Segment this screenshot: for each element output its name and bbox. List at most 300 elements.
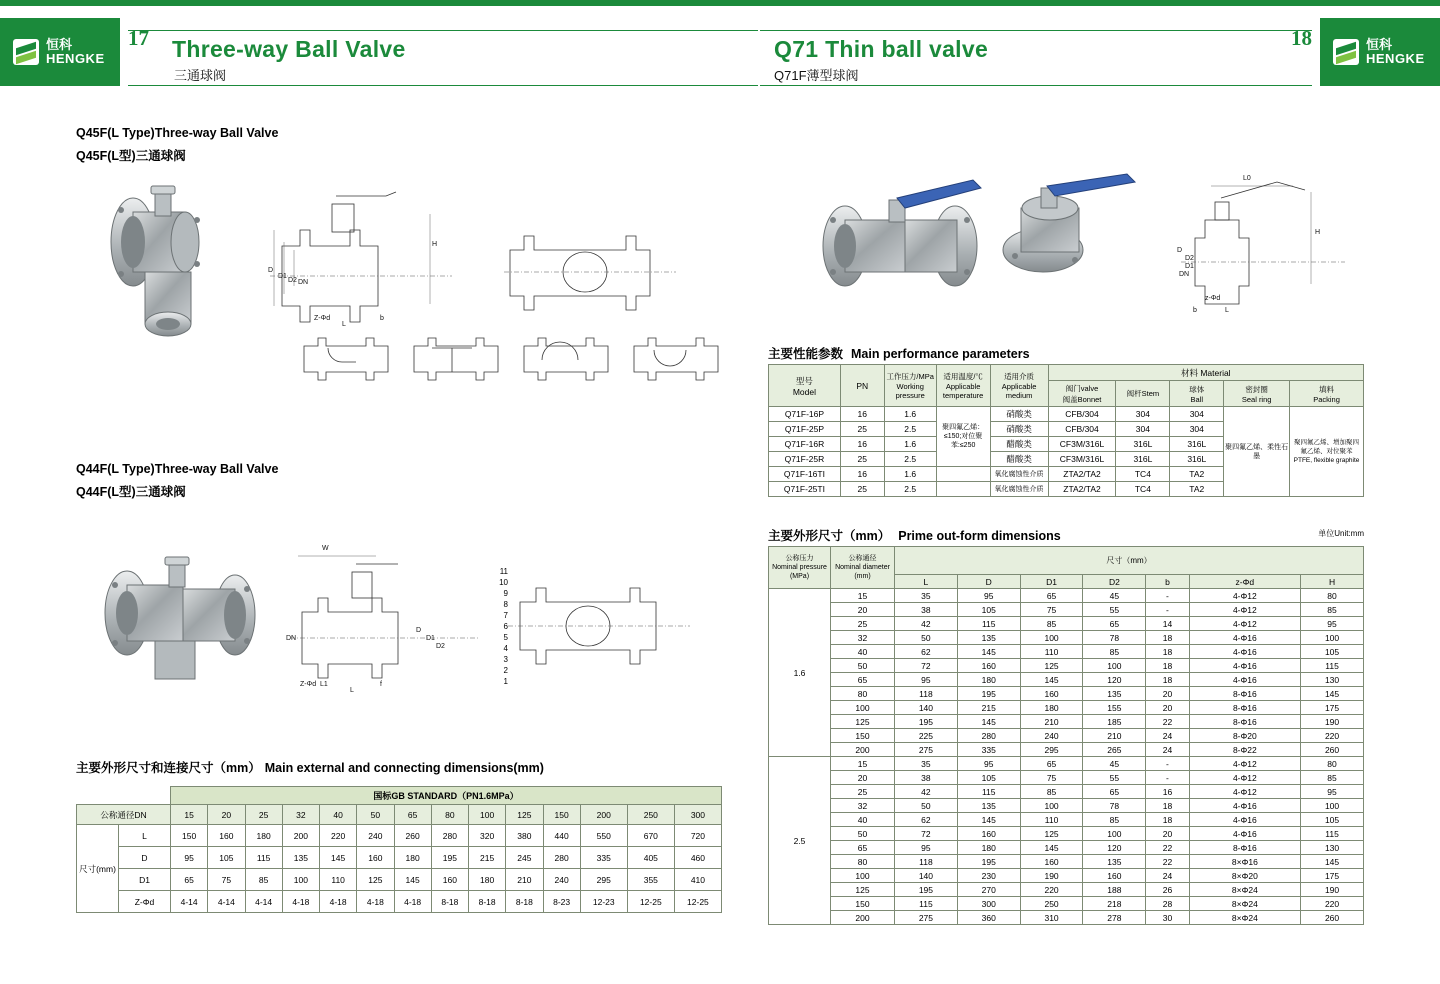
- q45f-flow-schematics: [298, 332, 718, 388]
- title-cn-right: Q71F薄型球阀: [774, 68, 859, 83]
- group-pressure-2: 2.5: [769, 757, 831, 925]
- svg-text:W: W: [322, 545, 329, 552]
- cell-L-0: 150: [171, 825, 208, 847]
- col-dn-65: 65: [394, 805, 431, 825]
- H-6: 130: [1301, 673, 1364, 687]
- D-3: 135: [957, 631, 1020, 645]
- title-en-left: Three-way Ball Valve: [172, 36, 406, 62]
- zd2-6: 8-Φ16: [1189, 841, 1300, 855]
- dn2-3: 32: [831, 799, 895, 813]
- perf-model-3: Q71F-25R: [769, 452, 841, 467]
- dn-7: 80: [831, 687, 895, 701]
- perf-ball-4: TA2: [1170, 467, 1224, 482]
- table-row: [769, 603, 1364, 617]
- right-dim-title-en: Prime out-form dimensions: [898, 529, 1061, 543]
- callout-1: 1: [503, 677, 508, 686]
- zd2-9: 8×Φ24: [1189, 883, 1300, 897]
- b2-5: 20: [1146, 827, 1189, 841]
- callout-10: 10: [499, 578, 508, 587]
- D2-3: 78: [1083, 631, 1146, 645]
- logo-block-left: [0, 18, 120, 86]
- perf-bonnet-3: CF3M/316L: [1048, 452, 1116, 467]
- perf-stem-3: 316L: [1116, 452, 1170, 467]
- section-q45f-title-cn: Q45F(L型)三通球阀: [76, 149, 186, 163]
- D12-0: 65: [1020, 757, 1083, 771]
- perf-ball-2: 316L: [1170, 437, 1224, 452]
- table-row: [769, 771, 1364, 785]
- q71f-valve-photo-2: [985, 168, 1165, 298]
- page-title-right: [760, 30, 1312, 86]
- b-3: 18: [1146, 631, 1189, 645]
- svg-text:L1: L1: [320, 681, 328, 688]
- b-2: 14: [1146, 617, 1189, 631]
- cell-D-7: 195: [431, 847, 468, 869]
- b-1: -: [1146, 603, 1189, 617]
- D-8: 215: [957, 701, 1020, 715]
- perf-medium-3: 醋酸类: [990, 452, 1048, 467]
- dn-5: 50: [831, 659, 895, 673]
- D1-7: 160: [1020, 687, 1083, 701]
- L2-9: 195: [895, 883, 958, 897]
- q45f-drawing-side: [500, 210, 680, 330]
- perf-hdr-ball-cn: 球体: [1189, 384, 1205, 394]
- cell-L-8: 320: [469, 825, 506, 847]
- col-dn-100: 100: [469, 805, 506, 825]
- col-dn-80: 80: [431, 805, 468, 825]
- dn-2: 25: [831, 617, 895, 631]
- D2-4: 85: [1083, 645, 1146, 659]
- perf-hdr-medium-cn: 适用介质: [1004, 372, 1035, 381]
- D2c-11: 360: [957, 911, 1020, 925]
- table-row: [769, 589, 1364, 603]
- col-dn-25: 25: [245, 805, 282, 825]
- H2-7: 145: [1301, 855, 1364, 869]
- D2c-2: 115: [957, 785, 1020, 799]
- L2-11: 275: [895, 911, 958, 925]
- cell-Zd-11: 12-23: [580, 891, 627, 913]
- perf-ball-5: TA2: [1170, 482, 1224, 497]
- svg-text:D: D: [416, 627, 422, 634]
- D22-9: 188: [1083, 883, 1146, 897]
- D-9: 145: [957, 715, 1020, 729]
- cell-D1-7: 160: [431, 869, 468, 891]
- perf-medium-5: 氧化腐蚀性介质: [990, 482, 1048, 497]
- dn2-1: 20: [831, 771, 895, 785]
- table-row: [769, 883, 1364, 897]
- D2-8: 155: [1083, 701, 1146, 715]
- svg-text:b: b: [380, 315, 384, 322]
- perf-stem-4: TC4: [1116, 467, 1170, 482]
- dn2-2: 25: [831, 785, 895, 799]
- standard-header: 国标GB STANDARD（PN1.6MPa）: [171, 787, 722, 805]
- zd-11: 8-Φ22: [1189, 743, 1300, 757]
- section-q44f-title-cn: Q44F(L型)三通球阀: [76, 485, 186, 499]
- left-dim-title-en: Main external and connecting dimensions(mm): [264, 761, 544, 775]
- L2-10: 115: [895, 897, 958, 911]
- hengke-logo-icon: [9, 35, 43, 69]
- H2-3: 100: [1301, 799, 1364, 813]
- perf-stem-1: 304: [1116, 422, 1170, 437]
- table-row: [769, 673, 1364, 687]
- D22-1: 55: [1083, 771, 1146, 785]
- svg-text:DN: DN: [298, 279, 309, 286]
- right-dimension-table: [768, 546, 1364, 925]
- header-top-rule: [0, 0, 1440, 6]
- perf-pn-0: 16: [840, 407, 884, 422]
- H-3: 100: [1301, 631, 1364, 645]
- D2-6: 120: [1083, 673, 1146, 687]
- perf-ball-0: 304: [1170, 407, 1224, 422]
- b-9: 22: [1146, 715, 1189, 729]
- dn-0: 15: [831, 589, 895, 603]
- cell-L-13: 720: [674, 825, 721, 847]
- perf-hdr-seal-en: Seal ring: [1241, 394, 1272, 404]
- H-9: 190: [1301, 715, 1364, 729]
- L-5: 72: [895, 659, 958, 673]
- perf-packing-merged: 聚四氟乙烯、增加聚四氟乙烯、对位聚苯 PTFE, flexible graphite: [1290, 407, 1364, 497]
- D1-2: 85: [1020, 617, 1083, 631]
- cell-D-8: 215: [469, 847, 506, 869]
- zd-2: 4-Φ12: [1189, 617, 1300, 631]
- zd-4: 4-Φ16: [1189, 645, 1300, 659]
- perf-medium-0: 硝酸类: [990, 407, 1048, 422]
- dn-4: 40: [831, 645, 895, 659]
- cell-D1-13: 410: [674, 869, 721, 891]
- svg-text:D1: D1: [1185, 263, 1194, 270]
- D1-11: 295: [1020, 743, 1083, 757]
- L2-0: 35: [895, 757, 958, 771]
- b-10: 24: [1146, 729, 1189, 743]
- hdr-col-b: b: [1146, 575, 1189, 589]
- zd2-2: 4-Φ12: [1189, 785, 1300, 799]
- perf-pn-1: 25: [840, 422, 884, 437]
- L2-5: 72: [895, 827, 958, 841]
- table-row: [769, 785, 1364, 799]
- callout-9: 9: [503, 589, 508, 598]
- H2-1: 85: [1301, 771, 1364, 785]
- left-dimension-section: [76, 758, 722, 776]
- cell-L-7: 280: [431, 825, 468, 847]
- perf-hdr-ball-en: Ball: [1190, 394, 1204, 404]
- L2-3: 50: [895, 799, 958, 813]
- cell-D1-12: 355: [627, 869, 674, 891]
- zd-8: 8-Φ16: [1189, 701, 1300, 715]
- cell-Zd-5: 4-18: [357, 891, 394, 913]
- cell-L-6: 260: [394, 825, 431, 847]
- zd-0: 4-Φ12: [1189, 589, 1300, 603]
- q45f-valve-photo: [85, 180, 265, 340]
- L2-2: 42: [895, 785, 958, 799]
- D2-9: 185: [1083, 715, 1146, 729]
- L2-1: 38: [895, 771, 958, 785]
- q44f-part-callouts: [492, 566, 508, 687]
- D22-3: 78: [1083, 799, 1146, 813]
- perf-model-4: Q71F-16TI: [769, 467, 841, 482]
- perf-bonnet-1: CFB/304: [1048, 422, 1116, 437]
- cell-D-0: 95: [171, 847, 208, 869]
- D-4: 145: [957, 645, 1020, 659]
- cell-L-9: 380: [506, 825, 543, 847]
- perf-pn-4: 16: [840, 467, 884, 482]
- cell-Zd-7: 8-18: [431, 891, 468, 913]
- svg-text:Z-Φd: Z-Φd: [300, 681, 317, 688]
- dn2-4: 40: [831, 813, 895, 827]
- D-2: 115: [957, 617, 1020, 631]
- cell-D1-4: 110: [320, 869, 357, 891]
- perf-wp-1: 2.5: [884, 422, 936, 437]
- D1-3: 100: [1020, 631, 1083, 645]
- q71f-drawing: [1165, 168, 1355, 318]
- q44f-valve-photo: [85, 545, 265, 695]
- brand-name-cn-right: 恒科: [1366, 37, 1393, 53]
- perf-stem-5: TC4: [1116, 482, 1170, 497]
- perf-bonnet-2: CF3M/316L: [1048, 437, 1116, 452]
- cell-D1-0: 65: [171, 869, 208, 891]
- dn-9: 125: [831, 715, 895, 729]
- zd-7: 8-Φ16: [1189, 687, 1300, 701]
- D-7: 195: [957, 687, 1020, 701]
- col-dn-50: 50: [357, 805, 394, 825]
- table-row: [769, 659, 1364, 673]
- perf-hdr-medium-en: Applicable medium: [1001, 382, 1037, 400]
- left-dimension-table: [76, 786, 722, 913]
- H2-9: 190: [1301, 883, 1364, 897]
- D2-0: 45: [1083, 589, 1146, 603]
- D-6: 180: [957, 673, 1020, 687]
- q45f-drawing-front: [262, 186, 462, 336]
- table-row: [769, 757, 1364, 771]
- D12-11: 310: [1020, 911, 1083, 925]
- cell-L-12: 670: [627, 825, 674, 847]
- D2-11: 265: [1083, 743, 1146, 757]
- dn2-6: 65: [831, 841, 895, 855]
- b2-10: 28: [1146, 897, 1189, 911]
- hdr-col-H: H: [1301, 575, 1364, 589]
- D22-11: 278: [1083, 911, 1146, 925]
- D-5: 160: [957, 659, 1020, 673]
- row-label-Zd: Z-Φd: [119, 891, 171, 913]
- perf-hdr-packing-en: Packing: [1313, 394, 1340, 404]
- table-row: [769, 841, 1364, 855]
- brand-name-cn: 恒科: [46, 37, 73, 53]
- col-dn-20: 20: [208, 805, 245, 825]
- cell-Zd-0: 4-14: [171, 891, 208, 913]
- cell-L-1: 160: [208, 825, 245, 847]
- table-row: [769, 743, 1364, 757]
- hdr-np-cn: 公称压力: [785, 555, 814, 562]
- D2c-3: 135: [957, 799, 1020, 813]
- cell-D1-1: 75: [208, 869, 245, 891]
- table-row: [769, 869, 1364, 883]
- cell-D-1: 105: [208, 847, 245, 869]
- D2-7: 135: [1083, 687, 1146, 701]
- H2-5: 115: [1301, 827, 1364, 841]
- right-dim-title: [768, 526, 1061, 544]
- zd2-0: 4-Φ12: [1189, 757, 1300, 771]
- col-dn-150: 150: [543, 805, 580, 825]
- section-q45f-title-en: Q45F(L Type)Three-way Ball Valve: [76, 126, 279, 140]
- D1-0: 65: [1020, 589, 1083, 603]
- perf-wp-4: 1.6: [884, 467, 936, 482]
- svg-text:L: L: [1225, 307, 1229, 314]
- svg-text:D: D: [268, 267, 274, 274]
- b2-11: 30: [1146, 911, 1189, 925]
- H-10: 220: [1301, 729, 1364, 743]
- cell-Zd-1: 4-14: [208, 891, 245, 913]
- section-q44f-title-en: Q44F(L Type)Three-way Ball Valve: [76, 462, 279, 476]
- performance-table: [768, 364, 1364, 497]
- D22-0: 45: [1083, 757, 1146, 771]
- cell-L-3: 200: [282, 825, 319, 847]
- table-row: [769, 631, 1364, 645]
- svg-text:D2: D2: [288, 277, 297, 284]
- D12-5: 125: [1020, 827, 1083, 841]
- cell-Zd-10: 8-23: [543, 891, 580, 913]
- D1-8: 180: [1020, 701, 1083, 715]
- logo-block-right: [1320, 18, 1440, 86]
- perf-title: [768, 344, 1030, 362]
- D2c-5: 160: [957, 827, 1020, 841]
- D1-6: 145: [1020, 673, 1083, 687]
- perf-pn-2: 16: [840, 437, 884, 452]
- callout-6: 6: [503, 622, 508, 631]
- cell-D-10: 280: [543, 847, 580, 869]
- table-row: [769, 911, 1364, 925]
- zd2-8: 8×Φ20: [1189, 869, 1300, 883]
- zd2-7: 8×Φ16: [1189, 855, 1300, 869]
- b2-7: 22: [1146, 855, 1189, 869]
- perf-hdr-material-cn: 材料: [1180, 367, 1198, 378]
- L-6: 95: [895, 673, 958, 687]
- hdr-np-en: Nominal pressure (MPa): [772, 564, 827, 580]
- zd2-5: 4-Φ16: [1189, 827, 1300, 841]
- table-row: [769, 645, 1364, 659]
- row-label-D1: D1: [119, 869, 171, 891]
- perf-wp-2: 1.6: [884, 437, 936, 452]
- dn-1: 20: [831, 603, 895, 617]
- L-4: 62: [895, 645, 958, 659]
- b-11: 24: [1146, 743, 1189, 757]
- svg-text:z-Φd: z-Φd: [1205, 295, 1221, 302]
- cell-Zd-9: 8-18: [506, 891, 543, 913]
- D12-4: 110: [1020, 813, 1083, 827]
- cell-D-6: 180: [394, 847, 431, 869]
- cell-D1-9: 210: [506, 869, 543, 891]
- L-9: 195: [895, 715, 958, 729]
- D1-1: 75: [1020, 603, 1083, 617]
- D22-2: 65: [1083, 785, 1146, 799]
- cell-D-4: 145: [320, 847, 357, 869]
- hdr-col-D1: D1: [1020, 575, 1083, 589]
- svg-text:D: D: [1177, 247, 1183, 254]
- D22-5: 100: [1083, 827, 1146, 841]
- svg-text:L: L: [350, 687, 354, 694]
- D22-10: 218: [1083, 897, 1146, 911]
- L2-7: 118: [895, 855, 958, 869]
- perf-hdr-wp-cn: 工作压力/MPa: [886, 372, 934, 381]
- dn2-7: 80: [831, 855, 895, 869]
- perf-bonnet-5: ZTA2/TA2: [1048, 482, 1116, 497]
- H2-6: 130: [1301, 841, 1364, 855]
- D2-10: 210: [1083, 729, 1146, 743]
- dn-3: 32: [831, 631, 895, 645]
- cell-Zd-3: 4-18: [282, 891, 319, 913]
- perf-hdr-bonnet-cn: 阀门valve: [1065, 383, 1099, 393]
- callout-8: 8: [503, 600, 508, 609]
- L-1: 38: [895, 603, 958, 617]
- unit-note: 单位Unit:mm: [1318, 529, 1364, 538]
- perf-hdr-seal-cn: 密封圈: [1245, 384, 1268, 394]
- cell-Zd-4: 4-18: [320, 891, 357, 913]
- D-10: 280: [957, 729, 1020, 743]
- D-1: 105: [957, 603, 1020, 617]
- table-row: [769, 715, 1364, 729]
- perf-model-5: Q71F-25TI: [769, 482, 841, 497]
- perf-hdr-material-en: Material: [1200, 367, 1231, 378]
- hdr-col-D: D: [957, 575, 1020, 589]
- zd-3: 4-Φ16: [1189, 631, 1300, 645]
- svg-text:DN: DN: [286, 635, 297, 642]
- perf-title-en: Main performance parameters: [851, 347, 1030, 361]
- brand-name-en-right: HENGKE: [1366, 51, 1425, 66]
- zd-1: 4-Φ12: [1189, 603, 1300, 617]
- cell-L-4: 220: [320, 825, 357, 847]
- H2-4: 105: [1301, 813, 1364, 827]
- page-number-left: 17: [128, 26, 149, 50]
- callout-11: 11: [499, 567, 508, 576]
- zd2-4: 4-Φ16: [1189, 813, 1300, 827]
- perf-medium-1: 硝酸类: [990, 422, 1048, 437]
- H-0: 80: [1301, 589, 1364, 603]
- cell-Zd-12: 12-25: [627, 891, 674, 913]
- dn-header: 公称通径DN: [77, 805, 171, 825]
- col-dn-300: 300: [674, 805, 721, 825]
- D12-8: 190: [1020, 869, 1083, 883]
- L-2: 42: [895, 617, 958, 631]
- b2-2: 16: [1146, 785, 1189, 799]
- D-0: 95: [957, 589, 1020, 603]
- table-row: [769, 729, 1364, 743]
- table-row: [769, 827, 1364, 841]
- perf-hdr-pn: PN: [840, 365, 884, 407]
- cell-D1-5: 125: [357, 869, 394, 891]
- dn-10: 150: [831, 729, 895, 743]
- perf-hdr-stem: 阀杆Stem: [1116, 381, 1170, 407]
- col-dn-250: 250: [627, 805, 674, 825]
- H-4: 105: [1301, 645, 1364, 659]
- page-number-right: 18: [1291, 26, 1312, 50]
- perf-hdr-model-cn: 型号: [795, 375, 813, 386]
- dn2-0: 15: [831, 757, 895, 771]
- cell-D1-6: 145: [394, 869, 431, 891]
- page-title-left: [128, 30, 758, 86]
- zd2-3: 4-Φ16: [1189, 799, 1300, 813]
- row-label-L: L: [119, 825, 171, 847]
- cell-D-5: 160: [357, 847, 394, 869]
- cell-L-2: 180: [245, 825, 282, 847]
- b-6: 18: [1146, 673, 1189, 687]
- L-11: 275: [895, 743, 958, 757]
- D2c-6: 180: [957, 841, 1020, 855]
- title-cn-left: 三通球阀: [174, 68, 227, 83]
- perf-pn-3: 25: [840, 452, 884, 467]
- L2-6: 95: [895, 841, 958, 855]
- H2-11: 260: [1301, 911, 1364, 925]
- H2-0: 80: [1301, 757, 1364, 771]
- section-q45f-heading: [76, 126, 278, 164]
- col-dn-15: 15: [171, 805, 208, 825]
- perf-stem-0: 304: [1116, 407, 1170, 422]
